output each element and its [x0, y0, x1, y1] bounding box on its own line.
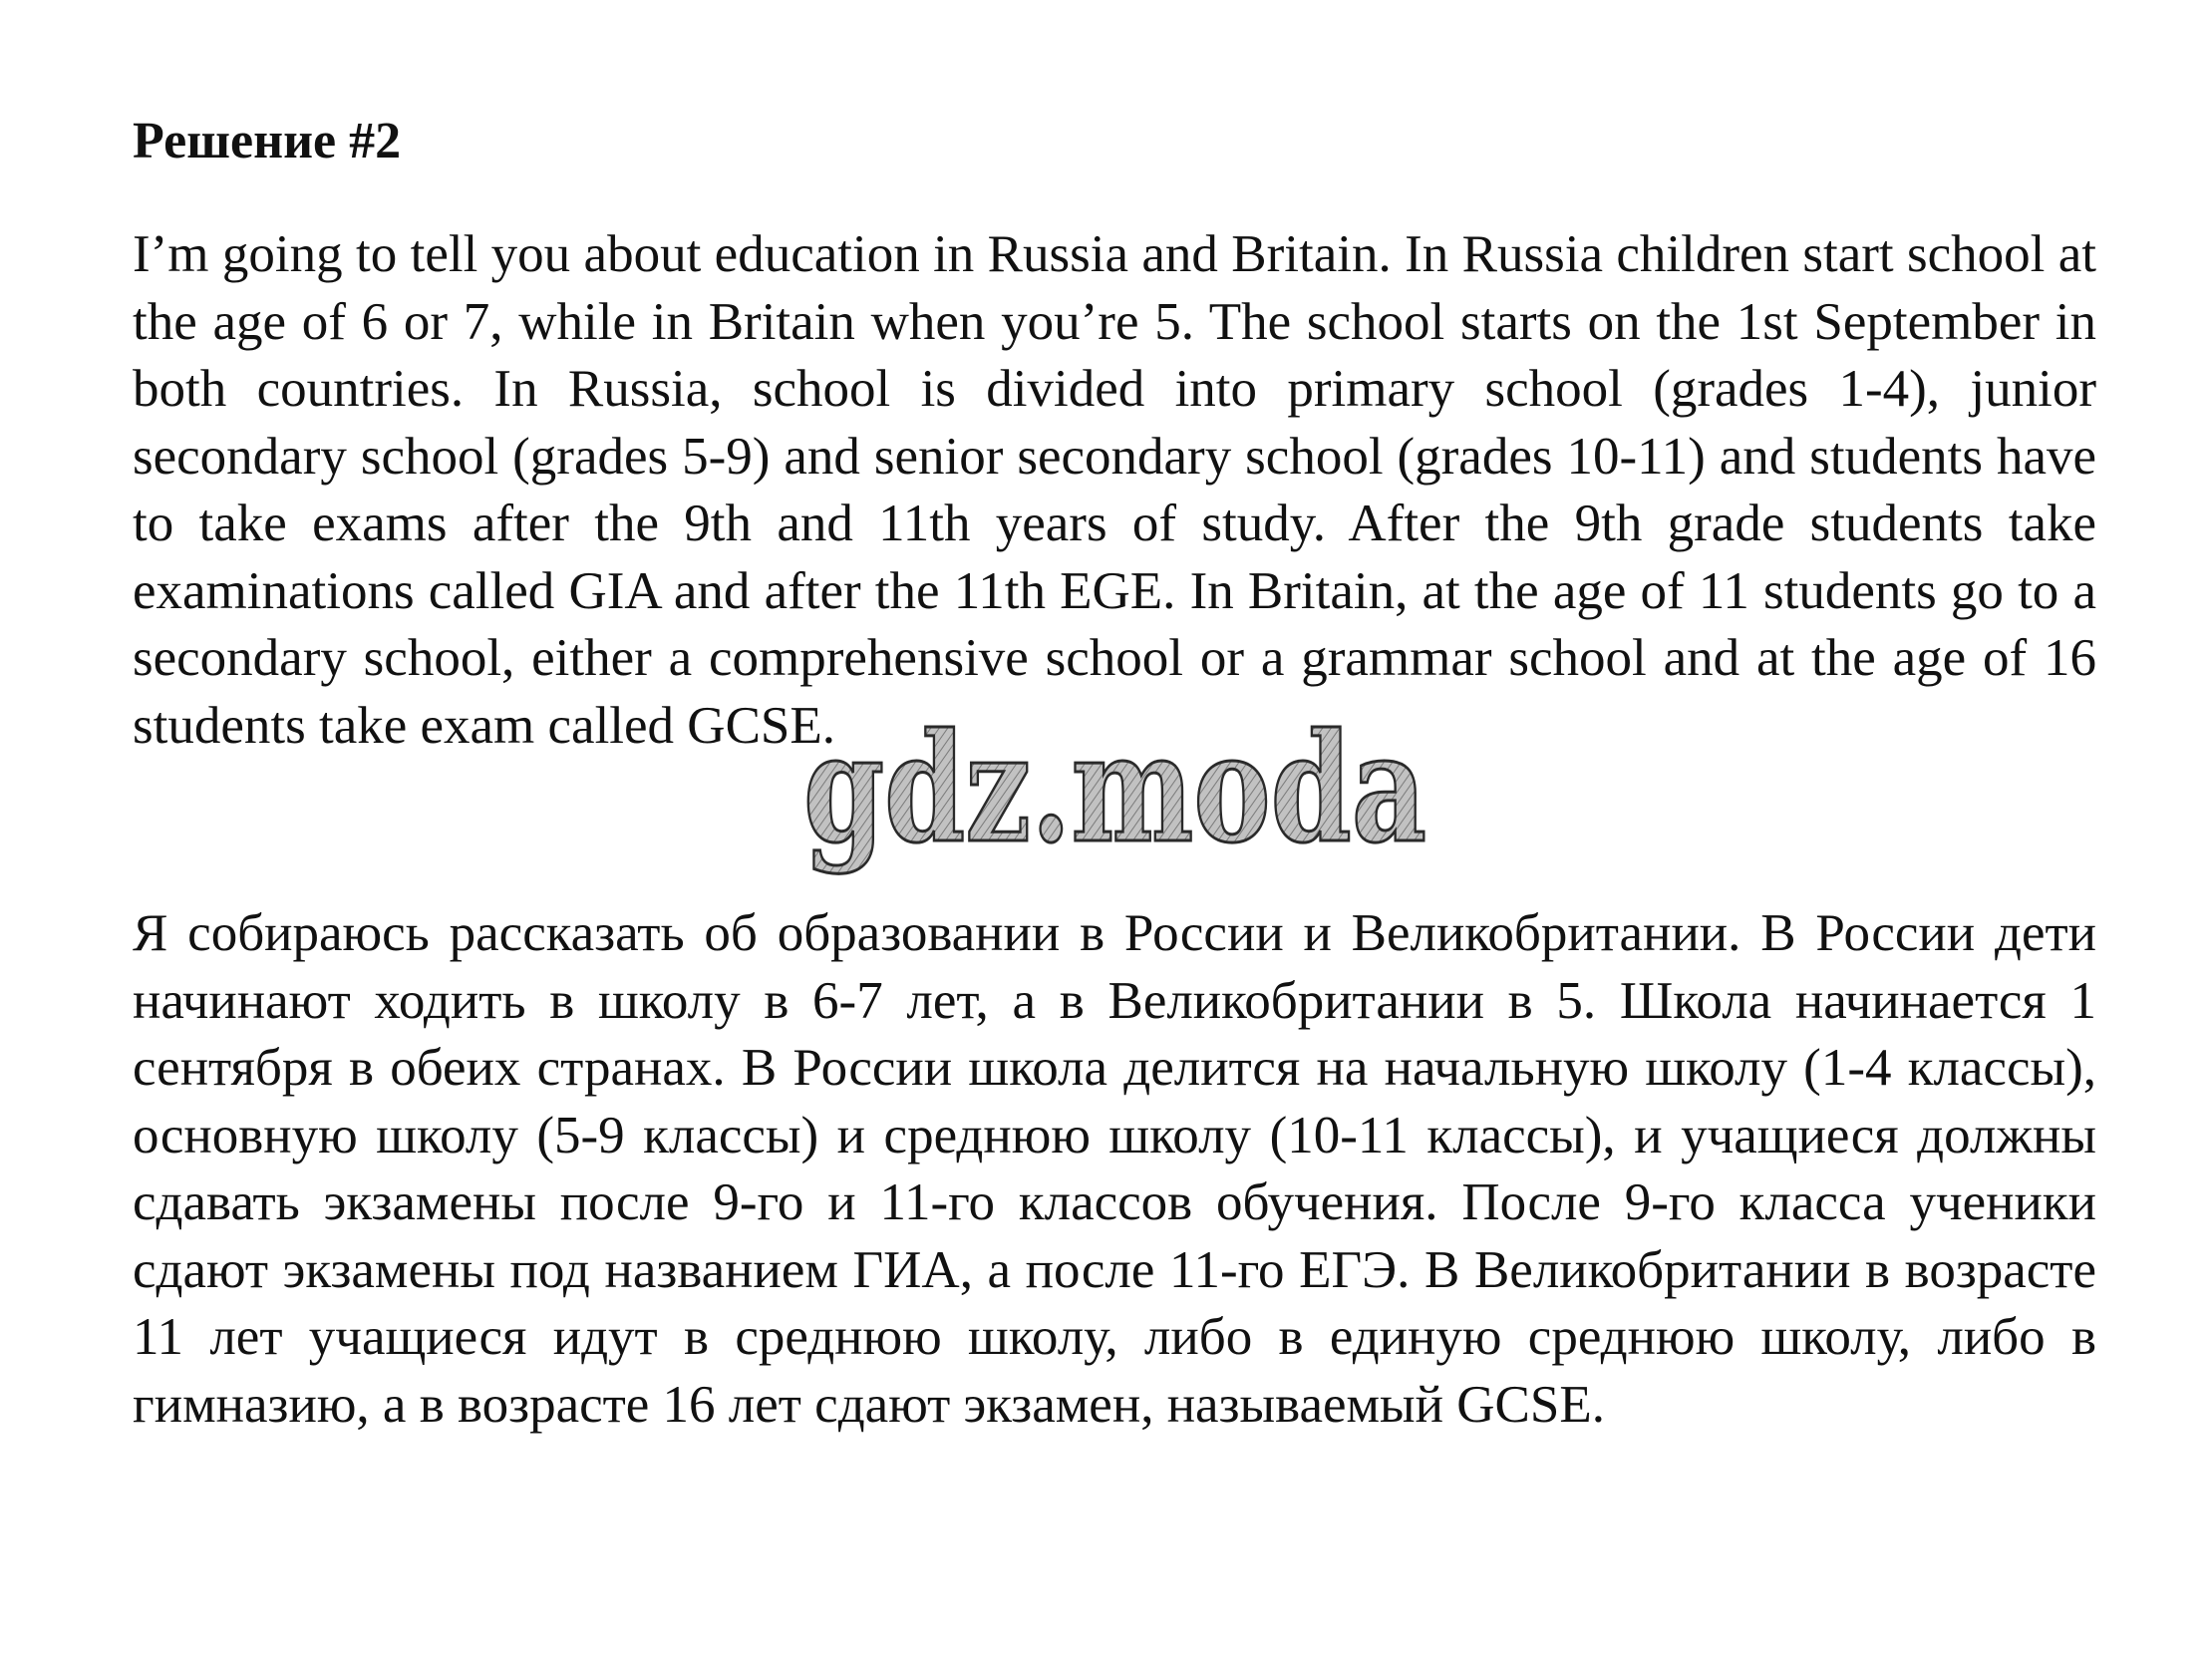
watermark-logo	[797, 701, 1435, 897]
solution-heading: Решение #2	[133, 113, 402, 169]
russian-paragraph: Я собираюсь рассказать об образовании в России и Великобритании. В России дети начинают ходить в школу в 6-7 лет, а в Великобритании в 5. Школа начинается 1 сентября в обеих странах. В России школа делится на начальную школу (1-4 классы), основную школу (5-9 классы) и среднюю школу (10-11 классы), и учащиеся должны сдавать экзамены после 9-го и 11-го классов обучения. После 9-го класса ученики сдают экзамены под названием ГИА, а после 11-го ЕГЭ. В Великобритании в возрасте 11 лет учащиеся идут в среднюю школу, либо в единую среднюю школу, либо в гимназию, а в возрасте 16 лет сдают экзамен, называемый GCSE.	[133, 904, 2096, 1434]
english-paragraph: I’m going to tell you about education in Russia and Britain. In Russia children start school at the age of 6 or 7, while in Britain when you’re 5. The school starts on the 1st September in both countries. In Russia, school is divided into primary school (grades 1-4), junior secondary school (grades 5-9) and senior secondary school (grades 10-11) and students have to take exams after the 9th and 11th years of study. After the 9th grade students take examinations called GIA and after the 11th EGE. In Britain, at the age of 11 students go to a secondary school, either a comprehensive school or a grammar school and at the age of 16 students take exam called GCSE.	[133, 225, 2096, 755]
watermark-graphic	[797, 701, 1435, 897]
watermark-text: gdz.moda	[803, 701, 1426, 876]
